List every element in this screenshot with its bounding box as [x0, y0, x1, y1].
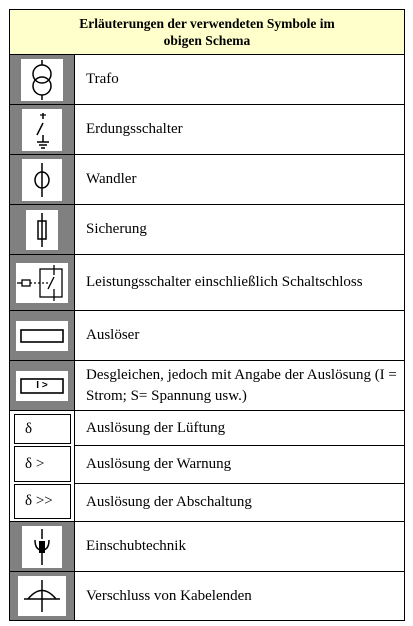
row-label: Verschluss von Kabelenden — [86, 587, 252, 604]
symbol-cell — [10, 255, 75, 310]
table-row — [10, 311, 404, 361]
symbol-cell — [10, 155, 75, 204]
row-label: Trafo — [86, 71, 119, 87]
withdrawable-unit-icon — [22, 526, 62, 568]
symbol-cell — [10, 105, 75, 154]
symbol-cell — [10, 411, 75, 521]
symbol-cell — [10, 522, 75, 571]
symbol-cell — [10, 55, 75, 104]
delta-warning-symbol: δ > — [14, 446, 71, 482]
release-indication-text: I > — [36, 380, 48, 391]
table-header — [10, 10, 404, 55]
symbol-cell — [10, 311, 75, 360]
table-row — [10, 155, 404, 205]
table-row — [10, 255, 404, 311]
release-with-indication-icon — [16, 371, 68, 401]
earthing-switch-icon — [22, 109, 62, 151]
release-icon — [16, 321, 68, 351]
row-label: Sicherung — [86, 221, 147, 237]
row-label: Erdungsschalter — [86, 121, 183, 137]
transformer-icon — [21, 59, 63, 101]
header-line-1: Erläuterungen der verwendeten Symbole im — [79, 16, 335, 31]
delta-shutdown-symbol: δ >> — [14, 484, 71, 519]
row-label: Einschubtechnik — [86, 538, 186, 554]
table-row — [10, 205, 404, 255]
symbol-cell — [10, 572, 75, 620]
cable-end-seal-icon — [18, 576, 66, 616]
table-row — [10, 55, 404, 105]
symbol-cell — [10, 361, 75, 410]
header-line-2: obigen Schema — [163, 33, 251, 48]
row-label: Auslösung der Warnung — [86, 455, 232, 472]
row-label: Auslöser — [86, 327, 140, 343]
table-row — [10, 105, 404, 155]
table-row-group — [10, 411, 404, 522]
row-label: Auslösung der Abschaltung — [86, 494, 252, 510]
table-row — [10, 522, 404, 572]
table-row — [10, 572, 404, 620]
symbol-legend-table — [9, 9, 405, 621]
row-label: Leistungsschalter einschließlich Schaltschloss — [86, 274, 363, 290]
symbol-cell — [10, 205, 75, 254]
table-row — [10, 361, 404, 411]
fuse-icon — [26, 210, 58, 250]
current-transformer-icon — [22, 159, 62, 201]
row-label: Auslösung der Lüftung — [86, 419, 226, 436]
circuit-breaker-icon — [16, 263, 68, 303]
row-label: Desgleichen, jedoch mit Angabe der Auslösung (I = Strom; S= Spannung usw.) — [86, 366, 397, 404]
delta-symbol: δ — [14, 414, 71, 444]
row-label: Wandler — [86, 171, 137, 187]
